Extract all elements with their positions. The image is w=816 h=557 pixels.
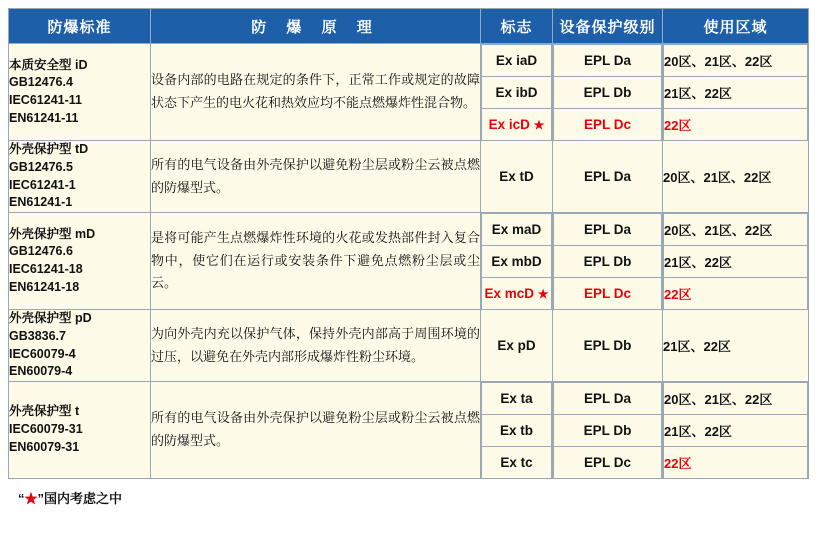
cell-standard bbox=[9, 310, 151, 382]
standard-line: IEC61241-18 bbox=[9, 262, 83, 276]
footnote-text: 国内考虑之中 bbox=[44, 491, 123, 506]
cell-principle: 所有的电气设备由外壳保护以避免粉尘层或粉尘云被点燃的防爆型式。 bbox=[151, 141, 481, 213]
table-body bbox=[9, 44, 809, 479]
cell-epl-group bbox=[553, 44, 663, 141]
zone-value: 22区 bbox=[664, 109, 808, 141]
zone-value: 22区 bbox=[664, 278, 808, 310]
column-header-zone: 使用区域 bbox=[663, 9, 809, 44]
footnote-quote-close: ” bbox=[37, 491, 45, 506]
cell-zone-group bbox=[663, 382, 809, 479]
table-row bbox=[9, 310, 809, 382]
table-row bbox=[9, 141, 809, 213]
zone-value: 22区 bbox=[664, 447, 808, 479]
table-row bbox=[9, 213, 809, 310]
epl-value: EPL Db bbox=[554, 415, 662, 447]
cell-standard bbox=[9, 382, 151, 479]
mark-value: Ex tb bbox=[482, 415, 552, 447]
epl-value: EPL Dc bbox=[554, 278, 662, 310]
zone-value: 20区、21区、22区 bbox=[664, 383, 808, 415]
mark-value: Ex iaD bbox=[482, 45, 552, 77]
cell-epl-group bbox=[553, 213, 663, 310]
standard-line: 外壳保护型 tD bbox=[9, 142, 89, 156]
cell-mark-group bbox=[481, 213, 553, 310]
zone-value: 21区、22区 bbox=[664, 77, 808, 109]
star-icon: ★ bbox=[533, 118, 545, 132]
epl-value: EPL Db bbox=[553, 310, 663, 382]
standard-line: EN60079-4 bbox=[9, 364, 73, 379]
mark-value: Ex ta bbox=[482, 383, 552, 415]
mark-value: Ex tc bbox=[482, 447, 552, 479]
cell-standard bbox=[9, 44, 151, 141]
column-header-standard: 防爆标准 bbox=[9, 9, 151, 44]
footnote-quote-open: “ bbox=[18, 491, 25, 506]
standard-line: 外壳保护型 t bbox=[9, 404, 80, 419]
standard-line: 外壳保护型 pD bbox=[9, 311, 92, 325]
cell-principle: 设备内部的电路在规定的条件下，正常工作或规定的故障状态下产生的电火花和热效应均不能点燃爆炸性混合物。 bbox=[151, 44, 481, 141]
table-row bbox=[9, 382, 809, 479]
standard-line: EN61241-1 bbox=[9, 195, 73, 210]
cell-zone-group bbox=[663, 213, 809, 310]
table-header-row bbox=[9, 9, 809, 44]
mark-text: Ex mcD bbox=[484, 286, 534, 301]
star-icon: ★ bbox=[24, 491, 38, 506]
standard-line: IEC60079-4 bbox=[9, 346, 76, 361]
mark-text: Ex icD bbox=[488, 117, 530, 132]
epl-value: EPL Da bbox=[554, 45, 662, 77]
table-row bbox=[9, 44, 809, 141]
mark-value: Ex maD bbox=[482, 214, 552, 246]
table-header bbox=[9, 9, 809, 44]
mark-value: Ex pD bbox=[481, 310, 553, 382]
zone-value: 20区、21区、22区 bbox=[664, 214, 808, 246]
standard-line: GB12476.6 bbox=[9, 244, 73, 259]
mark-value: Ex mbD bbox=[482, 246, 552, 278]
standard-line: GB12476.4 bbox=[9, 75, 73, 90]
column-header-principle: 防 爆 原 理 bbox=[151, 9, 481, 44]
mark-value: Ex ibD bbox=[482, 77, 552, 109]
epl-value: EPL Da bbox=[554, 214, 662, 246]
zone-value: 20区、21区、22区 bbox=[664, 45, 808, 77]
cell-zone-group bbox=[663, 44, 809, 141]
epl-value: EPL Da bbox=[553, 141, 663, 213]
zone-value: 21区、22区 bbox=[664, 415, 808, 447]
mark-value bbox=[482, 278, 552, 310]
explosion-proof-standards-table bbox=[8, 8, 809, 479]
standard-line: GB3836.7 bbox=[9, 328, 66, 343]
standard-line: EN61241-18 bbox=[9, 279, 80, 294]
standard-line: EN61241-11 bbox=[9, 110, 79, 125]
star-icon: ★ bbox=[537, 287, 549, 301]
cell-principle: 是将可能产生点燃爆炸性环境的火花或发热部件封入复合物中，使它们在运行或安装条件下避免点燃粉尘层或尘云。 bbox=[151, 213, 481, 310]
cell-principle: 为向外壳内充以保护气体，保持外壳内部高于周围环境的过压，以避免在外壳内部形成爆炸性粉尘环境。 bbox=[151, 310, 481, 382]
cell-mark-group bbox=[481, 382, 553, 479]
cell-standard bbox=[9, 213, 151, 310]
mark-value bbox=[482, 109, 552, 141]
standard-line: 本质安全型 iD bbox=[9, 57, 88, 72]
standard-line: IEC61241-11 bbox=[9, 93, 82, 107]
epl-value: EPL Da bbox=[554, 383, 662, 415]
epl-value: EPL Db bbox=[554, 77, 662, 109]
mark-value: Ex tD bbox=[481, 141, 553, 213]
standard-line: IEC60079-31 bbox=[9, 422, 83, 437]
cell-mark-group bbox=[481, 44, 553, 141]
footnote bbox=[8, 488, 808, 507]
zone-value: 21区、22区 bbox=[663, 310, 809, 382]
epl-value: EPL Db bbox=[554, 246, 662, 278]
cell-principle: 所有的电气设备由外壳保护以避免粉尘层或粉尘云被点燃的防爆型式。 bbox=[151, 382, 481, 479]
standard-line: GB12476.5 bbox=[9, 159, 73, 174]
cell-standard bbox=[9, 141, 151, 213]
zone-value: 21区、22区 bbox=[664, 246, 808, 278]
epl-value: EPL Dc bbox=[554, 109, 662, 141]
column-header-epl: 设备保护级别 bbox=[553, 9, 663, 44]
zone-value: 20区、21区、22区 bbox=[663, 141, 809, 213]
standard-line: IEC61241-1 bbox=[9, 177, 76, 192]
column-header-mark: 标志 bbox=[481, 9, 553, 44]
standard-line: EN60079-31 bbox=[9, 439, 80, 454]
epl-value: EPL Dc bbox=[554, 447, 662, 479]
cell-epl-group bbox=[553, 382, 663, 479]
standard-line: 外壳保护型 mD bbox=[9, 226, 96, 241]
